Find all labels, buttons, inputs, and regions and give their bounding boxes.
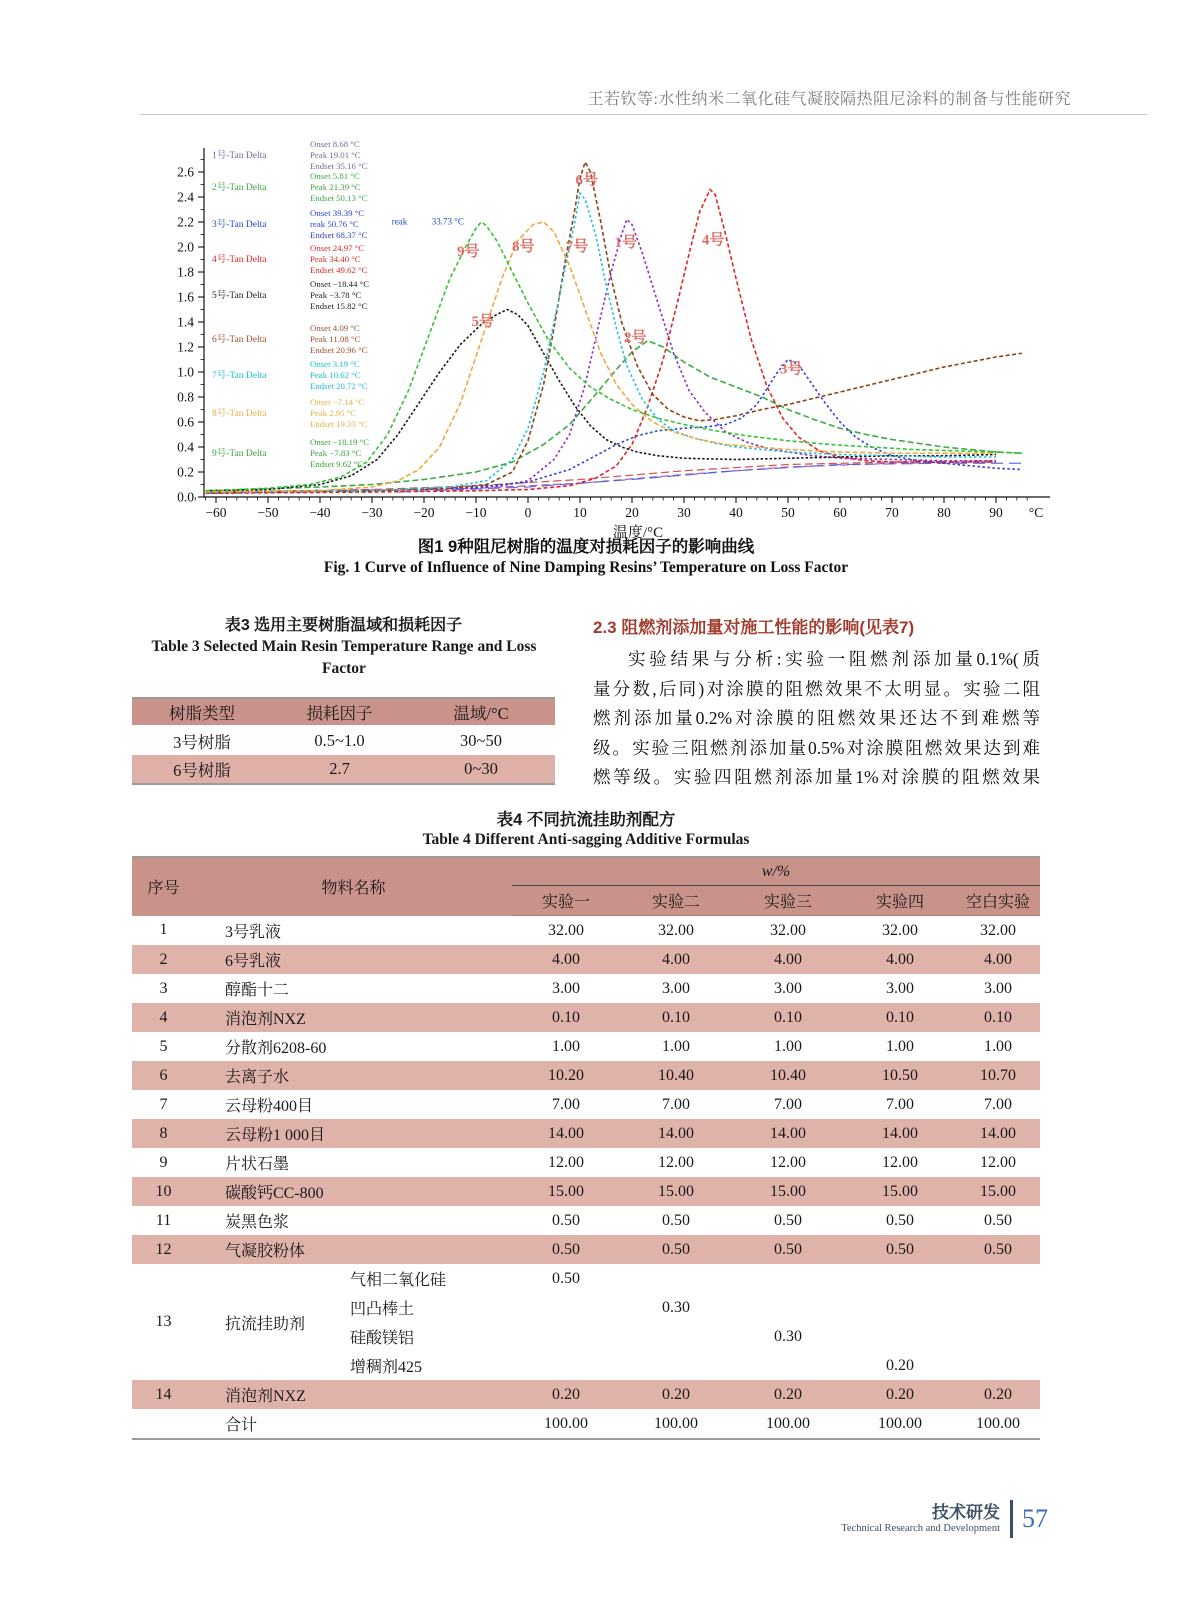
material-name: 碳酸钙CC-800 <box>195 1177 512 1206</box>
table-cell <box>620 1264 732 1293</box>
table-cell: 1.00 <box>662 1037 691 1055</box>
y-tick-label: 0.0 <box>177 489 194 505</box>
figure1-caption-zh: 图1 9种阻尼树脂的温度对损耗因子的影响曲线 <box>417 538 755 556</box>
table-row <box>132 726 555 755</box>
table-cell: 0.50 <box>552 1269 581 1287</box>
legend-annotation-8号: Onset −7.14 °C <box>310 397 365 407</box>
baseline-curve <box>398 463 1022 492</box>
table-cell: 0~30 <box>407 755 555 784</box>
sub-material-name: 气相二氧化硅 <box>350 1272 447 1289</box>
peak-label-7号: 7号 <box>565 238 589 255</box>
y-tick-label: 2.2 <box>177 214 194 230</box>
x-tick-label: −60 <box>205 505 227 520</box>
y-tick-label: 2.0 <box>177 239 194 255</box>
x-tick-label: −50 <box>257 505 279 520</box>
material-name: 3号乳液 <box>225 923 282 941</box>
table-header-row <box>132 698 555 726</box>
table-cell: 32.00 <box>980 921 1017 939</box>
table-cell: 7 <box>159 1095 168 1113</box>
table-cell: 4.00 <box>512 945 620 974</box>
legend-annotation-3号: Onset 39.39 °C <box>310 208 365 218</box>
table-row <box>132 1090 1040 1119</box>
legend-annotation-2号: Peak 21.39 °C <box>310 182 361 192</box>
x-tick-label: 20 <box>625 505 639 520</box>
table-cell: 2.7 <box>272 755 407 784</box>
total-label: 合计 <box>225 1417 258 1434</box>
table-cell: 3号树脂 <box>173 733 231 752</box>
table-cell: 7.00 <box>886 1095 915 1113</box>
table-cell: 0.50 <box>732 1235 844 1264</box>
table-cell: 15.00 <box>732 1177 844 1206</box>
table-row <box>132 916 1040 946</box>
table-cell: 10.40 <box>620 1061 732 1090</box>
table-cell: 14.00 <box>732 1119 844 1148</box>
x-tick-label: 70 <box>885 505 899 520</box>
table-cell: 1.00 <box>552 1037 581 1055</box>
table-cell: 0.10 <box>844 1003 956 1032</box>
chart-canvas <box>138 130 1053 538</box>
table-cell: 3.00 <box>774 979 803 997</box>
material-name: 片状石墨 <box>225 1156 290 1173</box>
legend-annotation-6号: Peak 11.08 °C <box>310 334 361 344</box>
y-tick-label: 1.2 <box>177 339 194 355</box>
x-tick-label: −30 <box>361 505 383 520</box>
table-cell: 0.20 <box>844 1380 956 1409</box>
table-cell: 4.00 <box>844 945 956 974</box>
col-header-group: w/% <box>512 857 1040 886</box>
legend-annotation-2号: Endset 50.13 °C <box>310 193 368 203</box>
body-text-line: 级。实验三阻燃剂添加量0.5%对涂膜阻燃效果达到难 <box>593 737 1040 758</box>
material-name: 云母粉1 000目 <box>195 1119 512 1148</box>
table-cell: 0.50 <box>774 1211 803 1229</box>
table-cell: 3.00 <box>662 979 691 997</box>
peak-label-5号: 5号 <box>471 313 495 330</box>
table-cell: 0.50 <box>844 1235 956 1264</box>
table-cell: 7.00 <box>774 1095 803 1113</box>
legend-annotation-8号: Peak 2.95 °C <box>310 408 357 418</box>
table-cell <box>956 1351 1040 1380</box>
table-cell: 0.50 <box>886 1211 915 1229</box>
table-cell: 100.00 <box>766 1414 811 1432</box>
y-tick-label: 2.4 <box>177 189 194 205</box>
legend-label-7号: 7号-Tan Delta <box>212 371 267 381</box>
table-cell <box>732 1264 844 1293</box>
legend-annotation-2号: Onset 5.81 °C <box>310 171 360 181</box>
table-cell: 0.10 <box>732 1003 844 1032</box>
legend-annotation-4号: Endset 49.62 °C <box>310 265 368 275</box>
page-footer <box>841 1500 1048 1538</box>
legend-annotation-6号: Endset 20.96 °C <box>310 345 368 355</box>
table-cell: 12 <box>132 1235 195 1264</box>
table-cell: 100.00 <box>976 1414 1021 1432</box>
legend-annotation-4号: Onset 24.97 °C <box>310 243 365 253</box>
table-cell: 100.00 <box>654 1414 699 1432</box>
table-cell: 3.00 <box>886 979 915 997</box>
legend-annotation-3号: Endset 68.37 °C <box>310 230 368 240</box>
table-cell: 0.20 <box>956 1380 1040 1409</box>
table-cell: 5 <box>159 1037 168 1055</box>
table-row <box>132 1380 1040 1409</box>
footer-section-en: Technical Research and Development <box>841 1522 1000 1534</box>
table-cell <box>512 1293 620 1322</box>
table-row <box>132 974 1040 1003</box>
legend-label-8号: 8号-Tan Delta <box>212 409 267 419</box>
material-name: 抗流挂助剂 <box>225 1315 306 1333</box>
material-name: 炭黑色浆 <box>225 1214 290 1231</box>
table-cell <box>620 1322 732 1351</box>
x-axis-unit: °C <box>1028 505 1044 520</box>
table-cell: 15.00 <box>512 1177 620 1206</box>
table-cell: 32.00 <box>770 921 807 939</box>
peak-label-2号: 2号 <box>623 330 647 346</box>
table-cell: 损耗因子 <box>272 698 407 726</box>
table-cell: 3.00 <box>552 979 581 997</box>
legend-label-9号: 9号-Tan Delta <box>212 449 267 459</box>
table3-title-en: Table 3 Selected Main Resin Temperature Range and Loss Factor <box>151 638 537 677</box>
section-2-3-body <box>593 645 1040 793</box>
col-header-experiment: 实验一 <box>512 886 620 916</box>
table-cell: 温域/°C <box>407 698 555 726</box>
material-name: 云母粉400目 <box>225 1098 314 1115</box>
peak-label-1号: 1号 <box>614 235 638 251</box>
material-name: 消泡剂NXZ <box>195 1003 512 1032</box>
page-number: 57 <box>1022 1504 1048 1533</box>
table-cell: 10.20 <box>512 1061 620 1090</box>
legend-annotation-8号: Endset 19.33 °C <box>310 419 368 429</box>
legend-annotation-7号: Onset 3.19 °C <box>310 359 360 369</box>
table-cell: 13 <box>155 1313 172 1330</box>
table-cell <box>512 1322 620 1351</box>
table-row <box>132 755 555 784</box>
col-header-name: 物料名称 <box>195 857 512 916</box>
table-row <box>132 1061 1040 1090</box>
x-tick-label: 60 <box>833 505 847 520</box>
floating-annotation-label: reak <box>391 216 408 227</box>
table-cell: 6号树脂 <box>132 755 272 784</box>
material-name: 消泡剂NXZ <box>195 1380 512 1409</box>
x-tick-label: 0 <box>524 505 532 520</box>
table-cell: 10 <box>132 1177 195 1206</box>
table-cell: 0.50 <box>620 1235 732 1264</box>
table-cell: 0.20 <box>620 1380 732 1409</box>
table-cell: 0.30 <box>774 1327 803 1345</box>
y-tick-label: 0.8 <box>177 389 194 405</box>
body-text-line: 量分数,后同)对涂膜的阻燃效果不太明显。实验二阻 <box>593 678 1040 699</box>
table-cell: 12.00 <box>980 1153 1017 1171</box>
table-cell <box>620 1351 732 1380</box>
table-row <box>132 945 1040 974</box>
table-row <box>132 1235 1040 1264</box>
legend-label-2号: 2号-Tan Delta <box>212 183 267 193</box>
table-cell: 32.00 <box>882 921 919 939</box>
table-row-13 <box>132 1264 1040 1293</box>
table-cell: 0.50 <box>956 1235 1040 1264</box>
table-cell <box>732 1351 844 1380</box>
y-tick-label: 1.8 <box>177 264 194 280</box>
table4-title-en: Table 4 Different Anti-sagging Additive Formulas <box>422 831 750 848</box>
col-header-no: 序号 <box>132 857 195 916</box>
table-cell: 7.00 <box>984 1095 1013 1113</box>
table-cell <box>844 1264 956 1293</box>
table-cell: 0.50 <box>984 1211 1013 1229</box>
table-cell <box>732 1293 844 1322</box>
table-cell: 8 <box>132 1119 195 1148</box>
table-cell: 30~50 <box>460 731 502 750</box>
body-text-line: 燃剂添加量0.2%对涂膜的阻燃效果还达不到难燃等 <box>593 708 1040 728</box>
legend-label-5号: 5号-Tan Delta <box>212 291 267 301</box>
table-cell: 10.40 <box>732 1061 844 1090</box>
legend-annotation-7号: Endset 20.72 °C <box>310 381 368 391</box>
table-row <box>132 1148 1040 1177</box>
table-cell <box>956 1293 1040 1322</box>
section-2-3-heading: 2.3 阻燃剂添加量对施工性能的影响(见表7) <box>593 618 915 637</box>
loss-factor-chart <box>138 130 1053 538</box>
running-head-title: 王若钦等:水性纳米二氧化硅气凝胶隔热阻尼涂料的制备与性能研究 <box>587 91 1071 108</box>
legend-label-6号: 6号-Tan Delta <box>212 335 267 345</box>
table-cell: 3 <box>159 979 168 997</box>
x-tick-label: 90 <box>989 505 1003 520</box>
table-cell: 4.00 <box>620 945 732 974</box>
legend-annotation-5号: Onset −18.44 °C <box>310 279 370 289</box>
table-cell: 3.00 <box>984 979 1013 997</box>
x-tick-label: 50 <box>781 505 795 520</box>
footer-divider <box>1010 1500 1013 1538</box>
table-cell: 0.10 <box>956 1003 1040 1032</box>
body-text-line: 实验结果与分析:实验一阻燃剂添加量0.1%(质 <box>628 649 1040 669</box>
table-cell: 15.00 <box>620 1177 732 1206</box>
legend-annotation-5号: Endset 15.82 °C <box>310 301 368 311</box>
legend-annotation-3号: reak 50.76 °C <box>310 219 359 229</box>
material-name: 醇酯十二 <box>225 982 290 999</box>
table3 <box>132 697 555 785</box>
figure1-caption-en: Fig. 1 Curve of Influence of Nine Damping Resins’ Temperature on Loss Factor <box>323 559 849 576</box>
table-cell: 1 <box>159 921 168 939</box>
col-header-experiment: 空白实验 <box>956 886 1040 916</box>
x-tick-label: −20 <box>413 505 435 520</box>
table-cell: 1.00 <box>774 1037 803 1055</box>
sub-material-name: 硅酸镁铝 <box>350 1330 415 1347</box>
y-tick-label: 1.4 <box>177 314 194 330</box>
table4 <box>132 856 1040 1440</box>
table-cell: 6 <box>132 1061 195 1090</box>
table-cell: 12.00 <box>658 1153 695 1171</box>
table-cell: 4 <box>132 1003 195 1032</box>
table3-title-zh: 表3 选用主要树脂温域和损耗因子 <box>224 617 463 634</box>
x-tick-label: 10 <box>573 505 587 520</box>
material-name: 分散剂6208-60 <box>225 1040 327 1057</box>
table-cell <box>844 1293 956 1322</box>
y-tick-label: 0.2 <box>177 464 194 480</box>
table-cell: 4.00 <box>732 945 844 974</box>
x-tick-label: −10 <box>465 505 487 520</box>
peak-label-4号: 4号 <box>701 232 725 249</box>
material-name: 6号乳液 <box>195 945 512 974</box>
table-cell: 11 <box>155 1211 172 1229</box>
table-cell: 14.00 <box>844 1119 956 1148</box>
table-cell: 12.00 <box>548 1153 585 1171</box>
table-cell: 0.10 <box>512 1003 620 1032</box>
peak-label-9号: 9号 <box>456 243 480 260</box>
material-name: 去离子水 <box>195 1061 512 1090</box>
table-cell <box>844 1322 956 1351</box>
table-cell: 1.00 <box>886 1037 915 1055</box>
table-cell: 32.00 <box>658 921 695 939</box>
x-tick-label: 40 <box>729 505 743 520</box>
table-cell: 12.00 <box>770 1153 807 1171</box>
legend-annotation-9号: Onset −18.19 °C <box>310 437 370 447</box>
table-cell: 100.00 <box>544 1414 589 1432</box>
table-cell: 0.30 <box>662 1298 691 1316</box>
table-cell: 0.5~1.0 <box>314 731 365 750</box>
legend-annotation-1号: Endset 35.16 °C <box>310 161 368 171</box>
material-name: 气凝胶粉体 <box>195 1235 512 1264</box>
table-cell <box>956 1264 1040 1293</box>
col-header-experiment: 实验四 <box>844 886 956 916</box>
table-cell: 7.00 <box>662 1095 691 1113</box>
legend-annotation-9号: Endset 9.62 °C <box>310 459 364 469</box>
x-tick-label: −40 <box>309 505 331 520</box>
table-cell: 15.00 <box>956 1177 1040 1206</box>
legend-label-4号: 4号-Tan Delta <box>212 255 267 265</box>
table-cell: 0.50 <box>512 1235 620 1264</box>
header-rule <box>140 114 1147 115</box>
table-row <box>132 1032 1040 1061</box>
legend-label-1号: 1号-Tan Delta <box>212 151 267 161</box>
table-cell: 32.00 <box>548 921 585 939</box>
table-row <box>132 1177 1040 1206</box>
table-total-row <box>132 1409 1040 1439</box>
table-cell: 14.00 <box>620 1119 732 1148</box>
table-row <box>132 1003 1040 1032</box>
table-cell: 12.00 <box>882 1153 919 1171</box>
table-header-row <box>132 857 1040 886</box>
table-cell <box>956 1322 1040 1351</box>
legend-annotation-6号: Onset 4.09 °C <box>310 323 360 333</box>
table-cell: 10.50 <box>844 1061 956 1090</box>
table-cell <box>132 1409 195 1439</box>
peak-label-8号: 8号 <box>512 238 535 255</box>
footer-section-zh: 技术研发 <box>932 1502 1000 1522</box>
x-tick-label: 80 <box>937 505 951 520</box>
legend-annotation-7号: Peak 10.62 °C <box>310 370 361 380</box>
legend-annotation-4号: Peak 34.40 °C <box>310 254 361 264</box>
table-cell: 0.20 <box>512 1380 620 1409</box>
table-cell: 14 <box>132 1380 195 1409</box>
y-tick-label: 0.4 <box>177 439 194 455</box>
legend-annotation-1号: Peak 19.01 °C <box>310 150 361 160</box>
table-cell: 15.00 <box>844 1177 956 1206</box>
table4-title-zh: 表4 不同抗流挂助剂配方 <box>496 811 676 829</box>
body-text-line: 燃等级。实验四阻燃剂添加量1%对涂膜的阻燃效果 <box>593 767 1040 787</box>
x-axis-title: 温度/°C <box>612 525 664 538</box>
y-tick-label: 1.0 <box>177 364 194 380</box>
col-header-experiment: 实验二 <box>620 886 732 916</box>
peak-label-6号: 6号 <box>575 172 599 189</box>
sub-material-name: 增稠剂425 <box>350 1359 423 1376</box>
table-cell: 14.00 <box>956 1119 1040 1148</box>
y-tick-label: 1.6 <box>177 289 194 305</box>
table-cell: 10.70 <box>956 1061 1040 1090</box>
floating-annotation-value: 33.73 °C <box>431 216 464 227</box>
table-cell: 2 <box>132 945 195 974</box>
table-cell: 7.00 <box>552 1095 581 1113</box>
col-header-experiment: 实验三 <box>732 886 844 916</box>
table-cell: 树脂类型 <box>132 698 272 726</box>
table-cell: 4.00 <box>956 945 1040 974</box>
table-cell: 0.20 <box>732 1380 844 1409</box>
peak-label-3号: 3号 <box>779 361 803 378</box>
legend-annotation-1号: Onset 8.68 °C <box>310 139 360 149</box>
y-tick-label: 2.6 <box>177 164 194 180</box>
legend-label-3号: 3号-Tan Delta <box>212 220 267 230</box>
table-row <box>132 1206 1040 1235</box>
sub-material-name: 凹凸棒土 <box>350 1301 415 1318</box>
x-tick-label: 30 <box>677 505 691 520</box>
table-cell: 1.00 <box>984 1037 1013 1055</box>
legend-annotation-5号: Peak −3.78 °C <box>310 290 362 300</box>
footer-section <box>841 1503 1000 1536</box>
table-cell <box>512 1351 620 1380</box>
table-cell: 9 <box>159 1153 168 1171</box>
table-cell: 0.20 <box>886 1356 915 1374</box>
table-cell: 0.10 <box>620 1003 732 1032</box>
table-cell: 0.50 <box>662 1211 691 1229</box>
y-tick-label: 0.6 <box>177 414 194 430</box>
legend-annotation-9号: Peak −7.83 °C <box>310 448 362 458</box>
table-cell: 0.50 <box>552 1211 581 1229</box>
table-cell: 14.00 <box>512 1119 620 1148</box>
table-cell: 100.00 <box>878 1414 923 1432</box>
table-row <box>132 1119 1040 1148</box>
